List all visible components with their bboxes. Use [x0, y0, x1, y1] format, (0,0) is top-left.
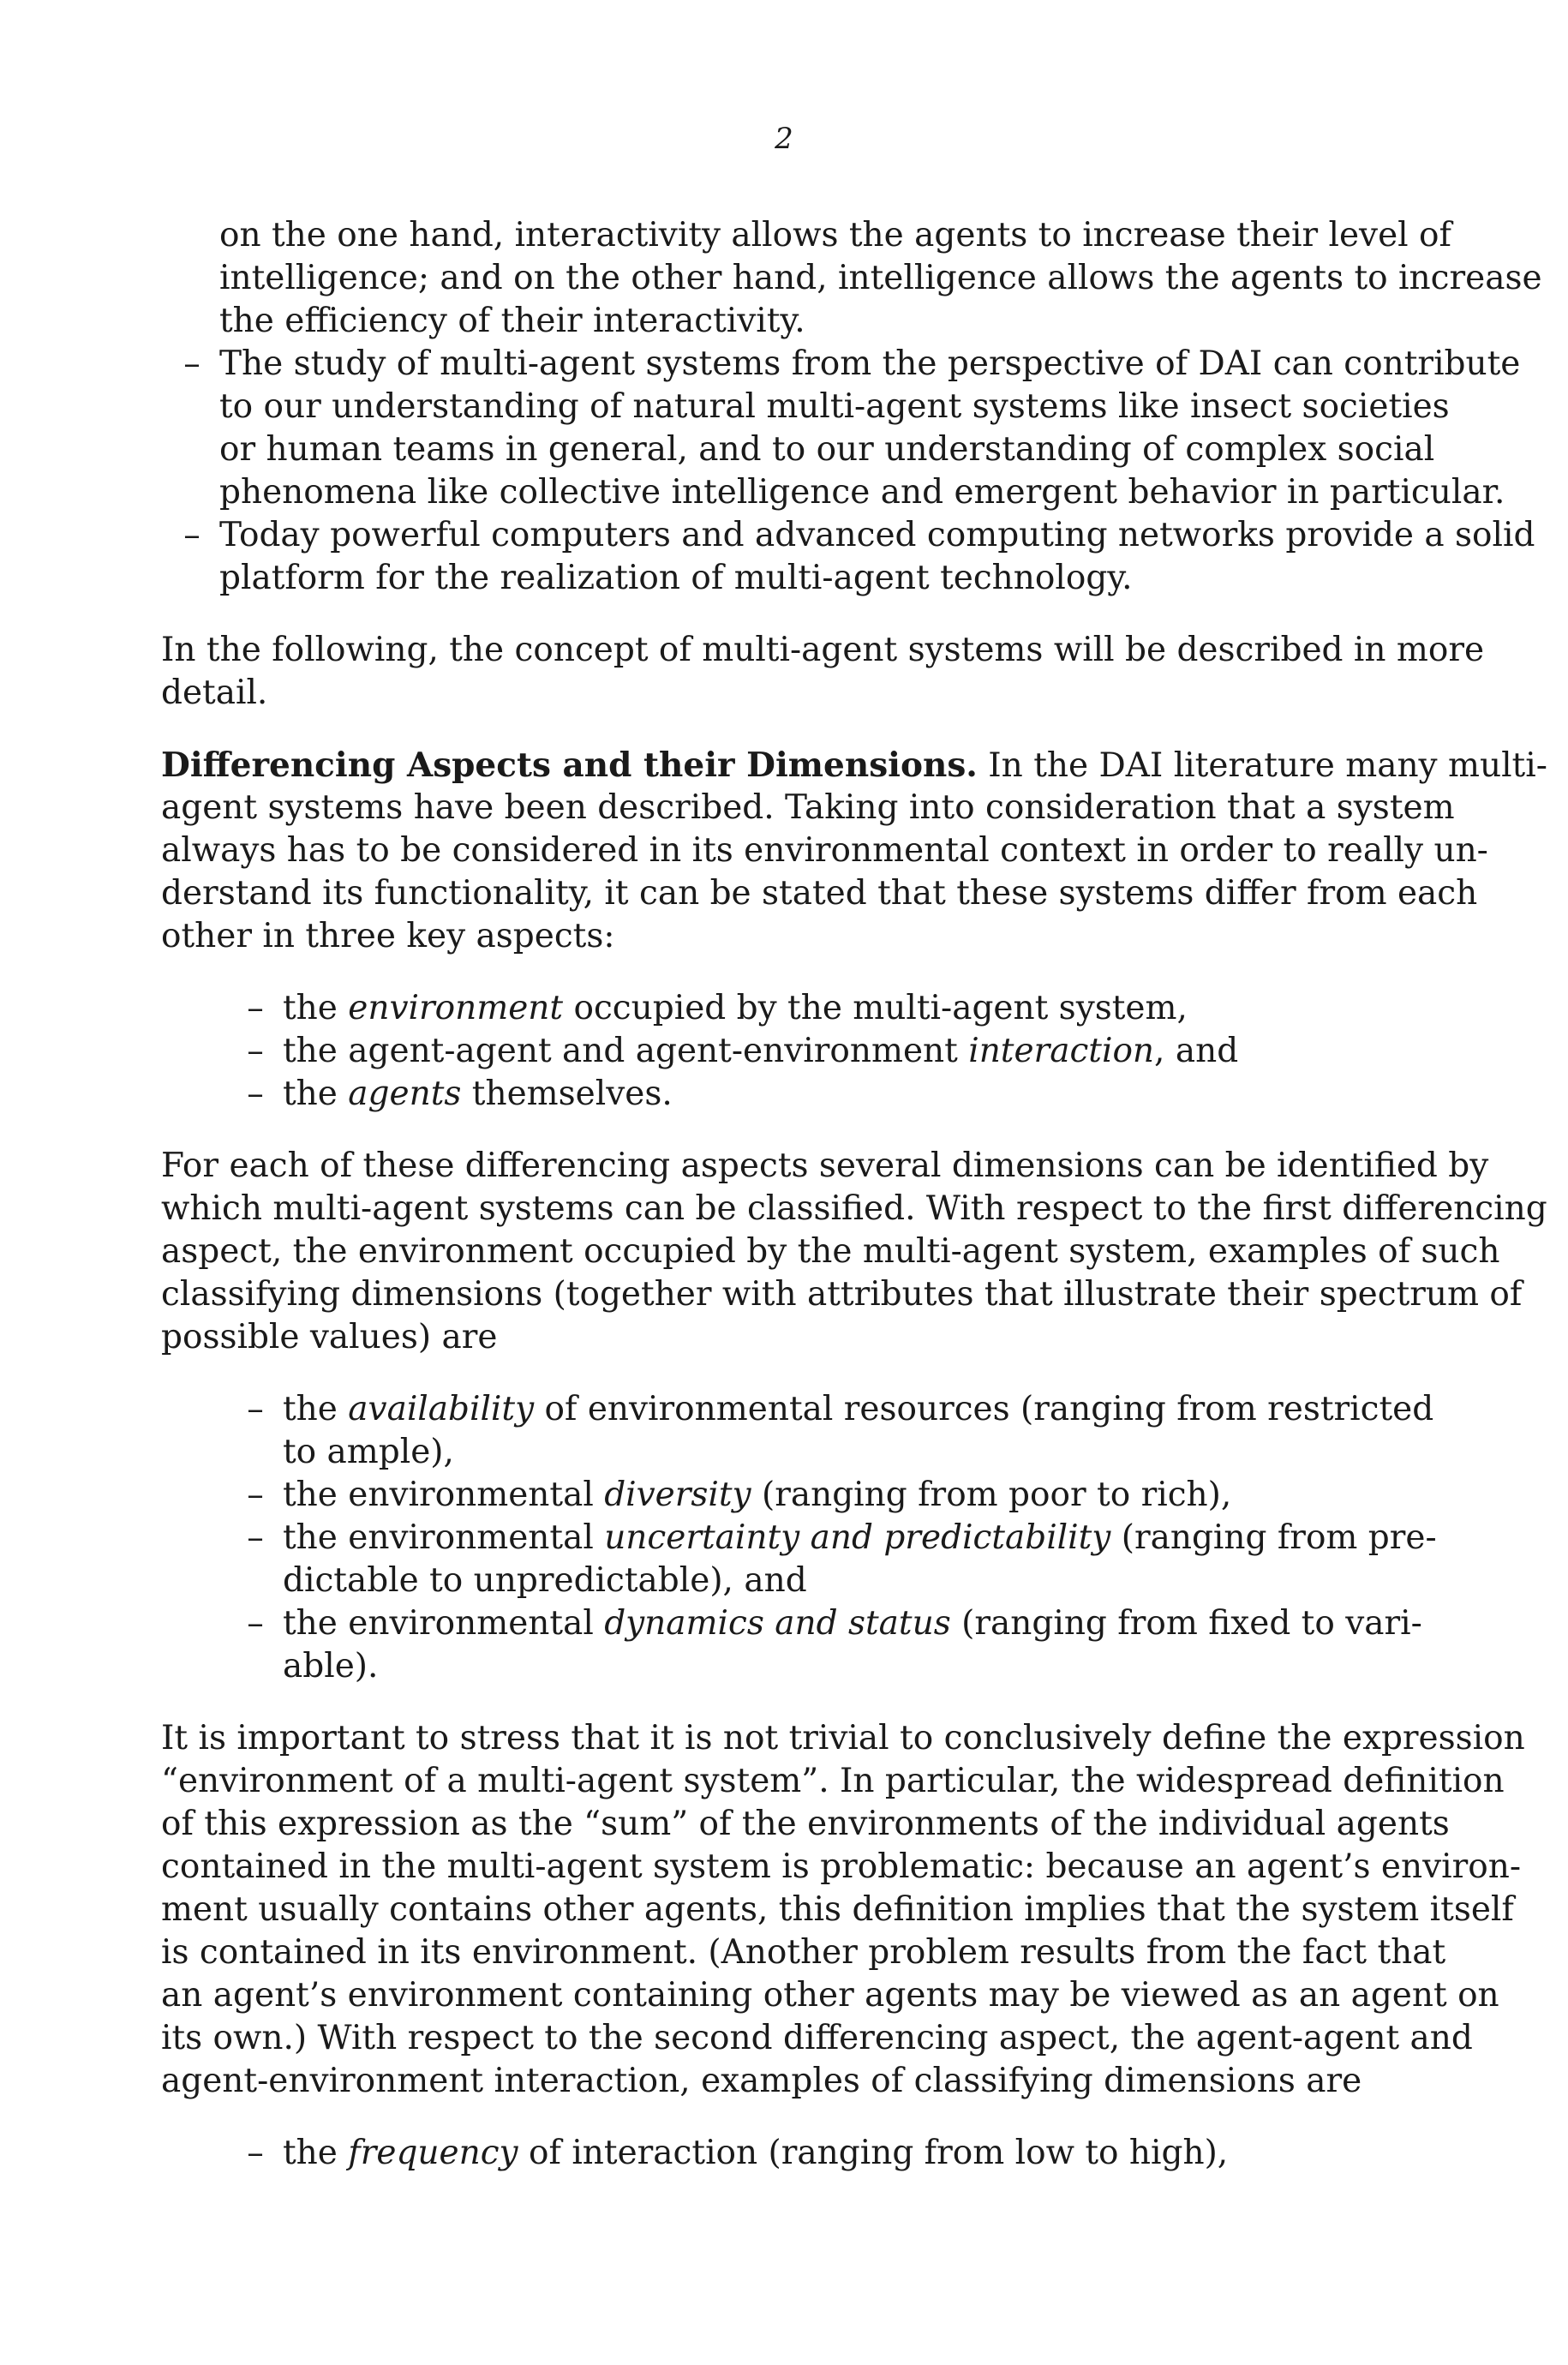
paragraph-line: possible values) are	[161, 1318, 498, 1356]
list-dash: –	[247, 1390, 264, 1428]
aspect-text: the	[283, 1075, 349, 1113]
paragraph-line: contained in the multi-agent system is problematic: because an agent’s environ-	[161, 1847, 1522, 1886]
aspect-emphasis: agents	[348, 1075, 462, 1113]
paragraph-line: detail.	[161, 674, 268, 712]
aspect-emphasis: environment	[348, 989, 564, 1027]
dimension-text: the environmental	[283, 1604, 605, 1643]
list-dash: –	[247, 1518, 264, 1557]
paragraph-line: agent-environment interaction, examples of classifying dimensions are	[161, 2062, 1362, 2100]
aspect-text: the	[283, 989, 349, 1027]
intro-item-2-line: to our understanding of natural multi-agent systems like insect societies	[219, 387, 1450, 426]
paragraph-line: its own.) With respect to the second differencing aspect, the agent-agent and	[161, 2019, 1473, 2057]
list-dash: –	[247, 989, 264, 1027]
paragraph-line: aspect, the environment occupied by the multi-agent system, examples of such	[161, 1232, 1500, 1271]
dimension-emphasis: uncertainty and predictability	[604, 1518, 1111, 1557]
dimension-item	[283, 2132, 1333, 2175]
section-first-line-text: In the DAI literature many multi-	[988, 746, 1547, 785]
aspect-item	[283, 1030, 1311, 1073]
dimension-text: (ranging from pre-	[1110, 1518, 1437, 1557]
dimension-continuation: dictable to unpredictable), and	[283, 1561, 807, 1600]
paragraph-line: derstand its functionality, it can be stated that these systems differ from each	[161, 874, 1478, 913]
paragraph-line: agent systems have been described. Taking into consideration that a system	[161, 788, 1455, 827]
list-dash: –	[247, 2134, 264, 2172]
intro-item-2-line: phenomena like collective intelligence and emergent behavior in particular.	[219, 473, 1505, 512]
aspect-emphasis: interaction	[968, 1032, 1155, 1070]
dimension-emphasis: diversity	[604, 1476, 751, 1514]
aspect-item	[283, 987, 1311, 1030]
dimension-text: the environmental	[283, 1476, 605, 1514]
intro-item-3-line: platform for the realization of multi-agent technology.	[219, 559, 1133, 597]
aspect-text: , and	[1154, 1032, 1239, 1070]
aspect-text: themselves.	[461, 1075, 673, 1113]
section-first-line	[161, 744, 1547, 787]
dimension-continuation: to ample),	[283, 1433, 454, 1471]
intro-item-1-line: the efficiency of their interactivity.	[219, 302, 805, 340]
dimension-emphasis: availability	[348, 1390, 535, 1428]
intro-item-2-line: The study of multi-agent systems from the perspective of DAI can contribute	[219, 344, 1521, 383]
list-dash: –	[183, 516, 200, 554]
paragraph-line: For each of these differencing aspects several dimensions can be identified by	[161, 1147, 1489, 1185]
dimension-emphasis: frequency	[348, 2134, 518, 2172]
dimension-item	[283, 1517, 1437, 1560]
aspect-text: the agent-agent and agent-environment	[283, 1032, 969, 1070]
paragraph-line: classifying dimensions (together with attributes that illustrate their spectrum of	[161, 1275, 1523, 1314]
list-dash: –	[247, 1604, 264, 1643]
section-heading: Differencing Aspects and their Dimensions.	[161, 745, 978, 785]
list-dash: –	[183, 344, 200, 383]
intro-item-1-line: on the one hand, interactivity allows the agents to increase their level of	[219, 216, 1451, 254]
paragraph-line: other in three key aspects:	[161, 917, 615, 955]
dimension-text: (ranging from fixed to vari-	[950, 1604, 1422, 1643]
dimension-text: of environmental resources (ranging from restricted	[534, 1390, 1434, 1428]
paragraph-line: of this expression as the “sum” of the environments of the individual agents	[161, 1805, 1450, 1843]
intro-item-3-line: Today powerful computers and advanced computing networks provide a solid	[219, 516, 1535, 554]
paragraph-line: an agent’s environment containing other agents may be viewed as an agent on	[161, 1976, 1499, 2015]
paragraph-line: is contained in its environment. (Another problem results from the fact that	[161, 1933, 1446, 1972]
dimension-text: (ranging from poor to rich),	[751, 1476, 1232, 1514]
intro-item-2-line: or human teams in general, and to our understanding of complex social	[219, 430, 1435, 469]
aspect-item	[283, 1073, 1311, 1116]
aspect-text: occupied by the multi-agent system,	[563, 989, 1188, 1027]
dimension-item	[283, 1388, 1434, 1431]
paragraph-line: which multi-agent systems can be classified. With respect to the first differencing	[161, 1189, 1547, 1228]
dimension-text: of interaction (ranging from low to high),	[518, 2134, 1229, 2172]
dimension-item	[283, 1474, 1333, 1517]
intro-item-1-line: intelligence; and on the other hand, intelligence allows the agents to increase	[219, 259, 1542, 297]
paragraph-line: always has to be considered in its environmental context in order to really un-	[161, 831, 1488, 870]
dimension-continuation: able).	[283, 1647, 379, 1685]
dimension-text: the	[283, 1390, 349, 1428]
list-dash: –	[247, 1075, 264, 1113]
paragraph-line: In the following, the concept of multi-agent systems will be described in more	[161, 631, 1485, 669]
dimension-item	[283, 1602, 1422, 1645]
page-number: 2	[775, 122, 793, 156]
list-dash: –	[247, 1476, 264, 1514]
paragraph-line: “environment of a multi-agent system”. In particular, the widespread definition	[161, 1762, 1505, 1800]
dimension-text: the environmental	[283, 1518, 605, 1557]
paragraph-line: It is important to stress that it is not trivial to conclusively define the expression	[161, 1719, 1525, 1757]
dimension-text: the	[283, 2134, 349, 2172]
paragraph-line: ment usually contains other agents, this definition implies that the system itself	[161, 1890, 1514, 1929]
list-dash: –	[247, 1032, 264, 1070]
dimension-emphasis: dynamics and status	[604, 1604, 951, 1643]
